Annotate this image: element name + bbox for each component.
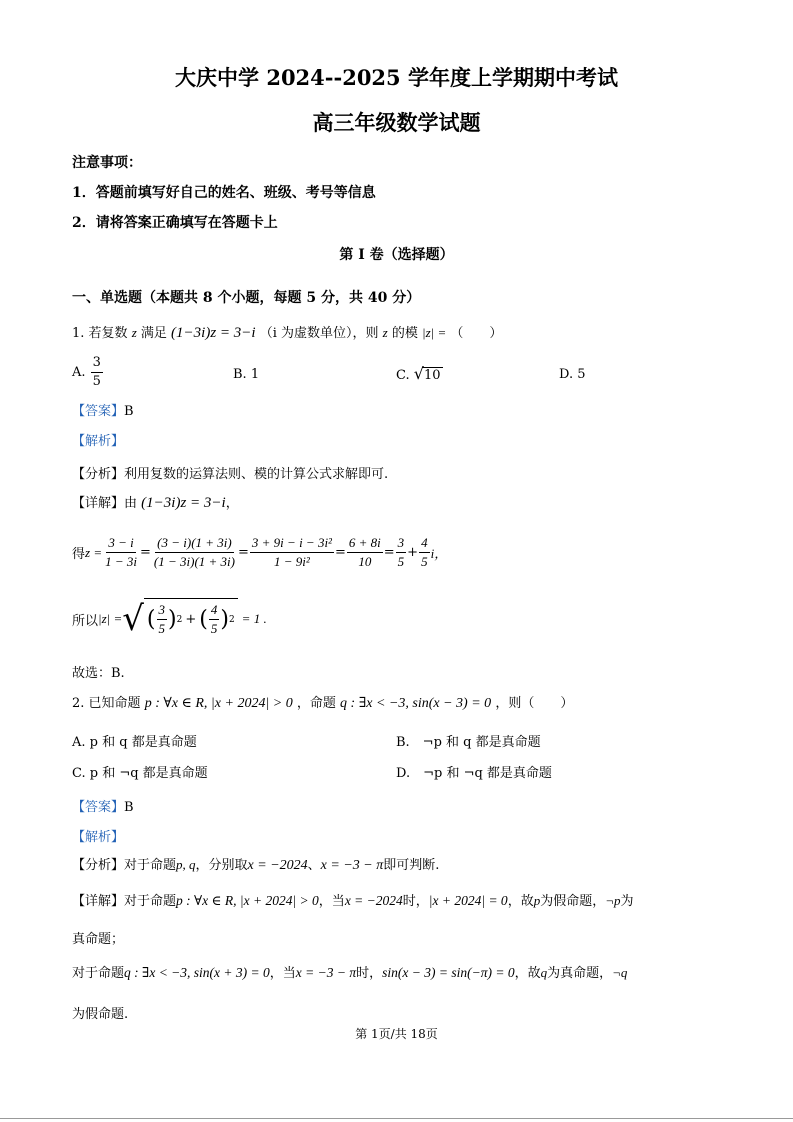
q1-step3-abs: |z| =	[98, 611, 123, 626]
q2-option-d: D. ¬p 和 ¬q 都是真命题	[396, 766, 552, 781]
q2-x2-val: x = −3 − π	[295, 965, 357, 980]
q2-stem-q: q : ∃x < −3, sin(x − 3) = 0	[340, 696, 492, 711]
notice-heading: 注意事项：	[72, 155, 142, 171]
q2-x1-false: 为假命题，	[540, 894, 606, 909]
f4-den: 10	[358, 554, 372, 569]
q2-x1-when: 时，	[402, 894, 429, 909]
q1-step2-z: z =	[85, 544, 103, 560]
q1-fraction-6	[419, 534, 430, 571]
q2-fenxi-sep: 、	[307, 858, 321, 873]
f2-num: (3 − i)(1 + 3i)	[155, 534, 234, 553]
q1-stem-equation: (1−3i)z = 3−i	[171, 325, 256, 341]
q2-x2-q2: q	[540, 965, 548, 980]
q2-stem	[72, 692, 573, 712]
notice-item-2: 2．请将答案正确填写在答题卡上	[72, 215, 278, 231]
q1-answer	[72, 400, 134, 419]
step3-a-num: 3	[157, 601, 168, 620]
q1-fraction-4	[347, 534, 383, 571]
q1-xiangjie-equation: (1−3i)z = 3−i	[141, 495, 226, 511]
q2-analysis-tag: 【解析】	[72, 830, 125, 845]
answer-tag: 【答案】	[72, 800, 125, 815]
q1-option-a-fraction	[91, 354, 103, 391]
q2-option-c: C. p 和 ¬q 都是真命题	[72, 766, 208, 781]
q1-step3-frac-b	[209, 601, 220, 638]
f3-num: 3 + 9i − i − 3i²	[250, 534, 334, 553]
q1-option-d: D. 5	[559, 367, 586, 382]
f3-den: 1 − 9i²	[274, 554, 310, 569]
q1-option-a-num: 3	[91, 354, 103, 373]
q2-x2-mid: ，当	[269, 966, 296, 981]
notice-item-1: 1．答题前填写好自己的姓名、班级、考号等信息	[72, 185, 376, 201]
q2-x2-nq: ¬q	[612, 965, 628, 980]
f2-den: (1 − 3i)(1 + 3i)	[153, 554, 235, 569]
q2-x1-np: ¬p	[605, 893, 621, 908]
q2-fenxi	[72, 854, 439, 874]
q2-option-a: A. p 和 q 都是真命题	[72, 735, 197, 750]
q1-option-a-label: A.	[72, 365, 86, 380]
f6-num: 4	[419, 534, 430, 553]
f1-den: 1 − 3i	[105, 554, 137, 569]
q2-x1-p2: p	[533, 893, 541, 908]
q2-fenxi-tail: 即可判断.	[383, 858, 440, 873]
q2-x2-true: 为真命题，	[547, 966, 613, 981]
q1-fenxi	[72, 463, 388, 482]
q1-option-c	[396, 364, 443, 383]
q1-fraction-3	[250, 534, 334, 571]
q2-x1-is: 为	[620, 894, 634, 909]
step3-b-num: 4	[209, 601, 220, 620]
q1-modulus-computation	[72, 598, 267, 640]
q1-step2-prefix: 得	[72, 547, 86, 562]
q1-stem-tail: 的模	[391, 326, 418, 341]
sqrt-icon: √	[413, 364, 424, 383]
q2-x1-conc: ，故	[507, 894, 534, 909]
q2-fenxi-mid: ，分别取	[195, 858, 248, 873]
q2-x2-q: q : ∃x < −3, sin(x + 3) = 0	[124, 965, 270, 980]
q1-option-c-label: C.	[396, 368, 410, 383]
section-heading: 一、单选题（本题共 8 个小题，每题 5 分，共 40 分）	[72, 290, 421, 306]
q1-fraction-5	[396, 534, 407, 571]
q2-xiangjie-line-4: 为假命题.	[72, 1007, 129, 1022]
q1-step3-result: = 1 .	[241, 611, 267, 626]
q1-stem	[72, 322, 502, 342]
q1-analysis-tag: 【解析】	[72, 434, 125, 449]
f5-den: 5	[397, 554, 405, 569]
q1-option-a-den: 5	[92, 374, 101, 389]
bottom-divider	[0, 1118, 793, 1119]
q1-fenxi-text: 利用复数的运算法则、模的计算公式求解即可.	[124, 467, 389, 482]
q1-stem-z: z	[131, 325, 137, 340]
q2-answer-value: B	[124, 800, 134, 815]
exam-subtitle: 高三年级数学试题	[312, 110, 481, 135]
q2-xiangjie-line-2: 真命题；	[72, 932, 125, 947]
page-footer: 第 1页/共 18页	[355, 1027, 438, 1041]
q1-step2-tail: i，	[430, 546, 448, 561]
q2-fenxi-pq: p, q	[176, 857, 196, 872]
q2-x2-when: 时，	[356, 966, 383, 981]
q1-xiangjie-tail: ，	[225, 496, 239, 511]
q2-stem-prefix: 2. 已知命题	[72, 696, 141, 711]
q2-stem-p: p : ∀x ∈ R, |x + 2024| > 0	[144, 696, 293, 711]
q1-xiangjie	[72, 492, 239, 512]
f4-num: 6 + 8i	[347, 534, 383, 553]
q2-x1-p: p : ∀x ∈ R, |x + 2024| > 0	[176, 893, 319, 908]
q1-conclusion: 故选：B.	[72, 666, 125, 681]
q1-answer-value: B	[124, 404, 134, 419]
q2-option-b: B. ¬p 和 q 都是真命题	[396, 735, 541, 750]
step3-b-den: 5	[210, 621, 218, 636]
q1-stem-prefix: 1. 若复数	[72, 326, 128, 341]
f1-num: 3 − i	[106, 534, 135, 553]
q2-x1-eq: |x + 2024| = 0	[428, 893, 508, 908]
q1-step3-radicand: ( $\frac{3}{5}$ ) 2 + ( $\frac{4}{5}$ ) 2	[144, 598, 238, 640]
q2-x2-eq: sin(x − 3) = sin(−π) = 0	[382, 965, 515, 980]
volume-heading: 第 I 卷（选择题）	[339, 247, 454, 263]
q2-x1-prefix: 对于命题	[124, 894, 177, 909]
q2-x2-prefix: 对于命题	[72, 966, 125, 981]
xiangjie-tag: 【详解】	[72, 496, 125, 511]
q1-option-b: B. 1	[233, 367, 260, 382]
q1-xiangjie-prefix: 由	[124, 496, 138, 511]
q2-x2-conc: ，故	[514, 966, 541, 981]
q2-stem-mid: ，命题	[296, 696, 336, 711]
q2-x1-mid: ，当	[318, 894, 345, 909]
q2-x1-val: x = −2024	[344, 893, 403, 908]
q2-answer	[72, 796, 134, 815]
q1-stem-blank: （ ）	[450, 326, 503, 341]
f6-den: 5	[421, 554, 428, 569]
xiangjie-tag: 【详解】	[72, 894, 125, 909]
q2-xiangjie-line-3	[72, 962, 627, 981]
q2-xiangjie-line-1	[72, 890, 722, 909]
q1-step-computation: 得 z = $\frac{3 - i}{1 - 3i}$ = $\frac{(3 - i)(1 + 3i)}{(1 - 3i)(1 + 3i)}$ = $\frac{\text{3 + 9i − i − 3i²}}{\text{1 − 9i²}}$ = $\frac{6 + 8i}{10}$ = $\frac{3}{5}$ + $\frac{4}{5}$ i，	[72, 535, 448, 569]
q1-step3-prefix: 所以	[72, 613, 99, 629]
q1-stem-z2: z	[382, 325, 388, 340]
q1-step3-frac-a	[157, 601, 168, 638]
q2-fenxi-x2: x = −3 − π	[320, 858, 384, 873]
q2-stem-tail: ，则（ ）	[495, 696, 574, 711]
q1-fraction-1	[103, 534, 139, 571]
q1-fraction-2	[152, 534, 237, 571]
exam-title: 大庆中学 2024--2025 学年度上学期期中考试	[175, 65, 618, 90]
q2-fenxi-x1: x = −2024	[247, 858, 308, 873]
fenxi-tag: 【分析】	[72, 467, 125, 482]
q1-stem-mid: 满足	[140, 326, 167, 341]
q1-option-a	[72, 354, 104, 391]
sqrt-icon: √	[122, 599, 144, 639]
step3-a-den: 5	[158, 621, 166, 636]
q1-option-c-radicand: 10	[423, 368, 441, 383]
f5-num: 3	[396, 534, 407, 553]
fenxi-tag: 【分析】	[72, 858, 125, 873]
q1-stem-note: （i 为虚数单位），则	[259, 326, 379, 341]
q1-stem-abs: |z| =	[422, 325, 447, 340]
answer-tag: 【答案】	[72, 404, 125, 419]
q2-fenxi-prefix: 对于命题	[124, 858, 177, 873]
